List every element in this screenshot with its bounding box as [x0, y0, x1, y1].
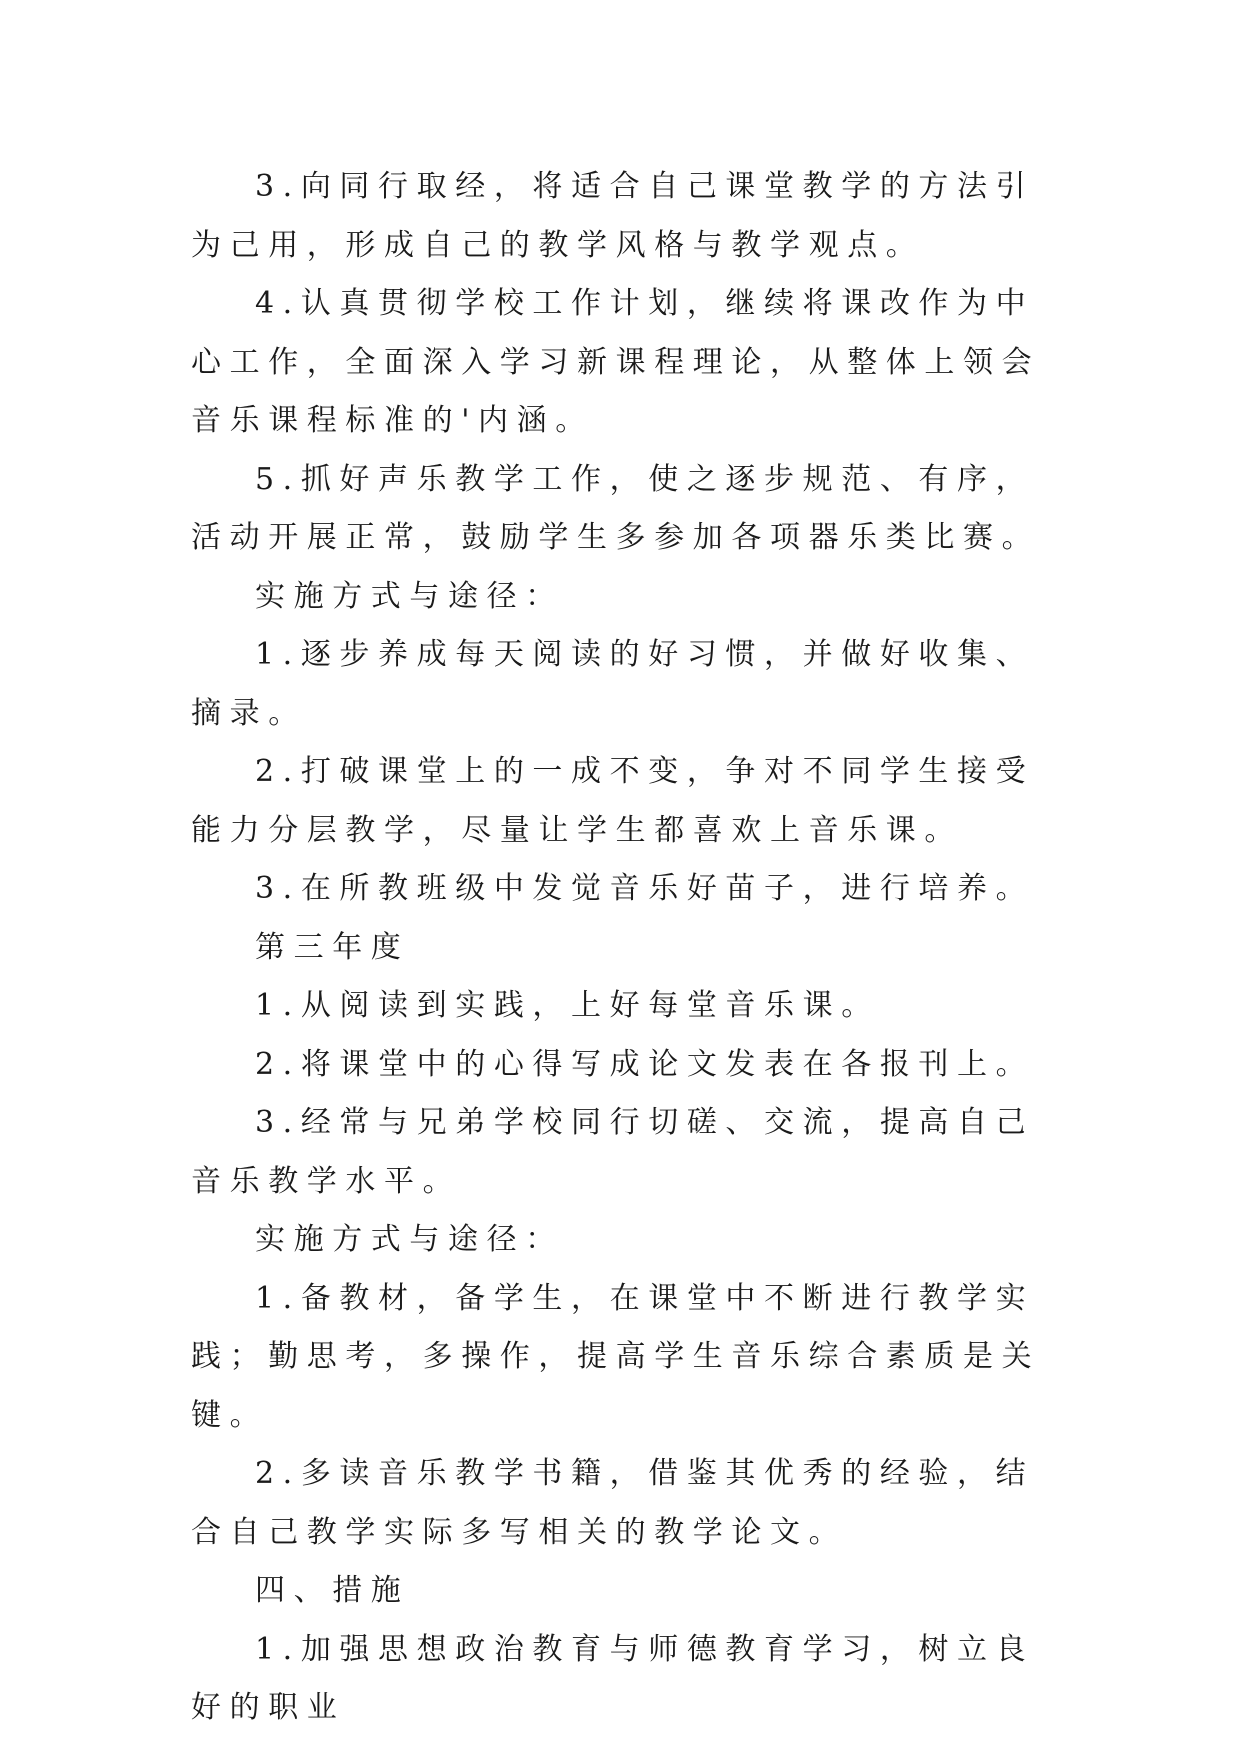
paragraph-item-3-exchange: 3.经常与兄弟学校同行切磋、交流，提高自己音乐教学水平。 — [191, 1105, 1035, 1199]
paragraph-item-2-read-books: 2.多读音乐教学书籍，借鉴其优秀的经验，结合自己教学实际多写相关的教学论文。 — [191, 1456, 1035, 1550]
paragraph-item-2-layered-teaching: 2.打破课堂上的一成不变，争对不同学生接受能力分层教学，尽量让学生都喜欢上音乐课。 — [191, 754, 1035, 848]
paragraph-item-4-curriculum-reform: 4.认真贯彻学校工作计划，继续将课改作为中心工作，全面深入学习新课程理论，从整体上领会音乐课程标准的'内涵。 — [191, 286, 1041, 438]
section-heading-third-year: 第三年度 — [255, 929, 410, 965]
section-heading-implementation: 实施方式与途径： — [255, 578, 564, 614]
section-heading-implementation-2: 实施方式与途径： — [255, 1222, 564, 1257]
paragraph-item-1-prepare-materials: 1.备教材，备学生，在课堂中不断进行教学实践；勤思考，多操作，提高学生音乐综合素质是关键。 — [191, 1280, 1041, 1433]
paragraph-item-3-borrow-methods: 3.向同行取经，将适合自己课堂教学的方法引为己用，形成自己的教学风格与教学观点。 — [191, 169, 1035, 263]
paragraph-item-1-reading-to-practice: 1.从阅读到实践，上好每堂音乐课。 — [255, 988, 880, 1023]
section-heading-measures: 四、措施 — [255, 1573, 410, 1608]
document-body — [191, 158, 1066, 1738]
paragraph-item-2-write-papers: 2.将课堂中的心得写成论文发表在各报刊上。 — [255, 1046, 1035, 1082]
paragraph-item-3-find-talent: 3.在所教班级中发觉音乐好苗子，进行培养。 — [255, 871, 1035, 906]
paragraph-item-1-political-education: 1.加强思想政治教育与师德教育学习，树立良好的职业 — [191, 1631, 1035, 1725]
paragraph-item-5-vocal-teaching: 5.抓好声乐教学工作，使之逐步规范、有序，活动开展正常，鼓励学生多参加各项器乐类比赛。 — [191, 461, 1041, 555]
paragraph-item-1-reading-habit: 1.逐步养成每天阅读的好习惯，并做好收集、摘录。 — [191, 637, 1035, 731]
